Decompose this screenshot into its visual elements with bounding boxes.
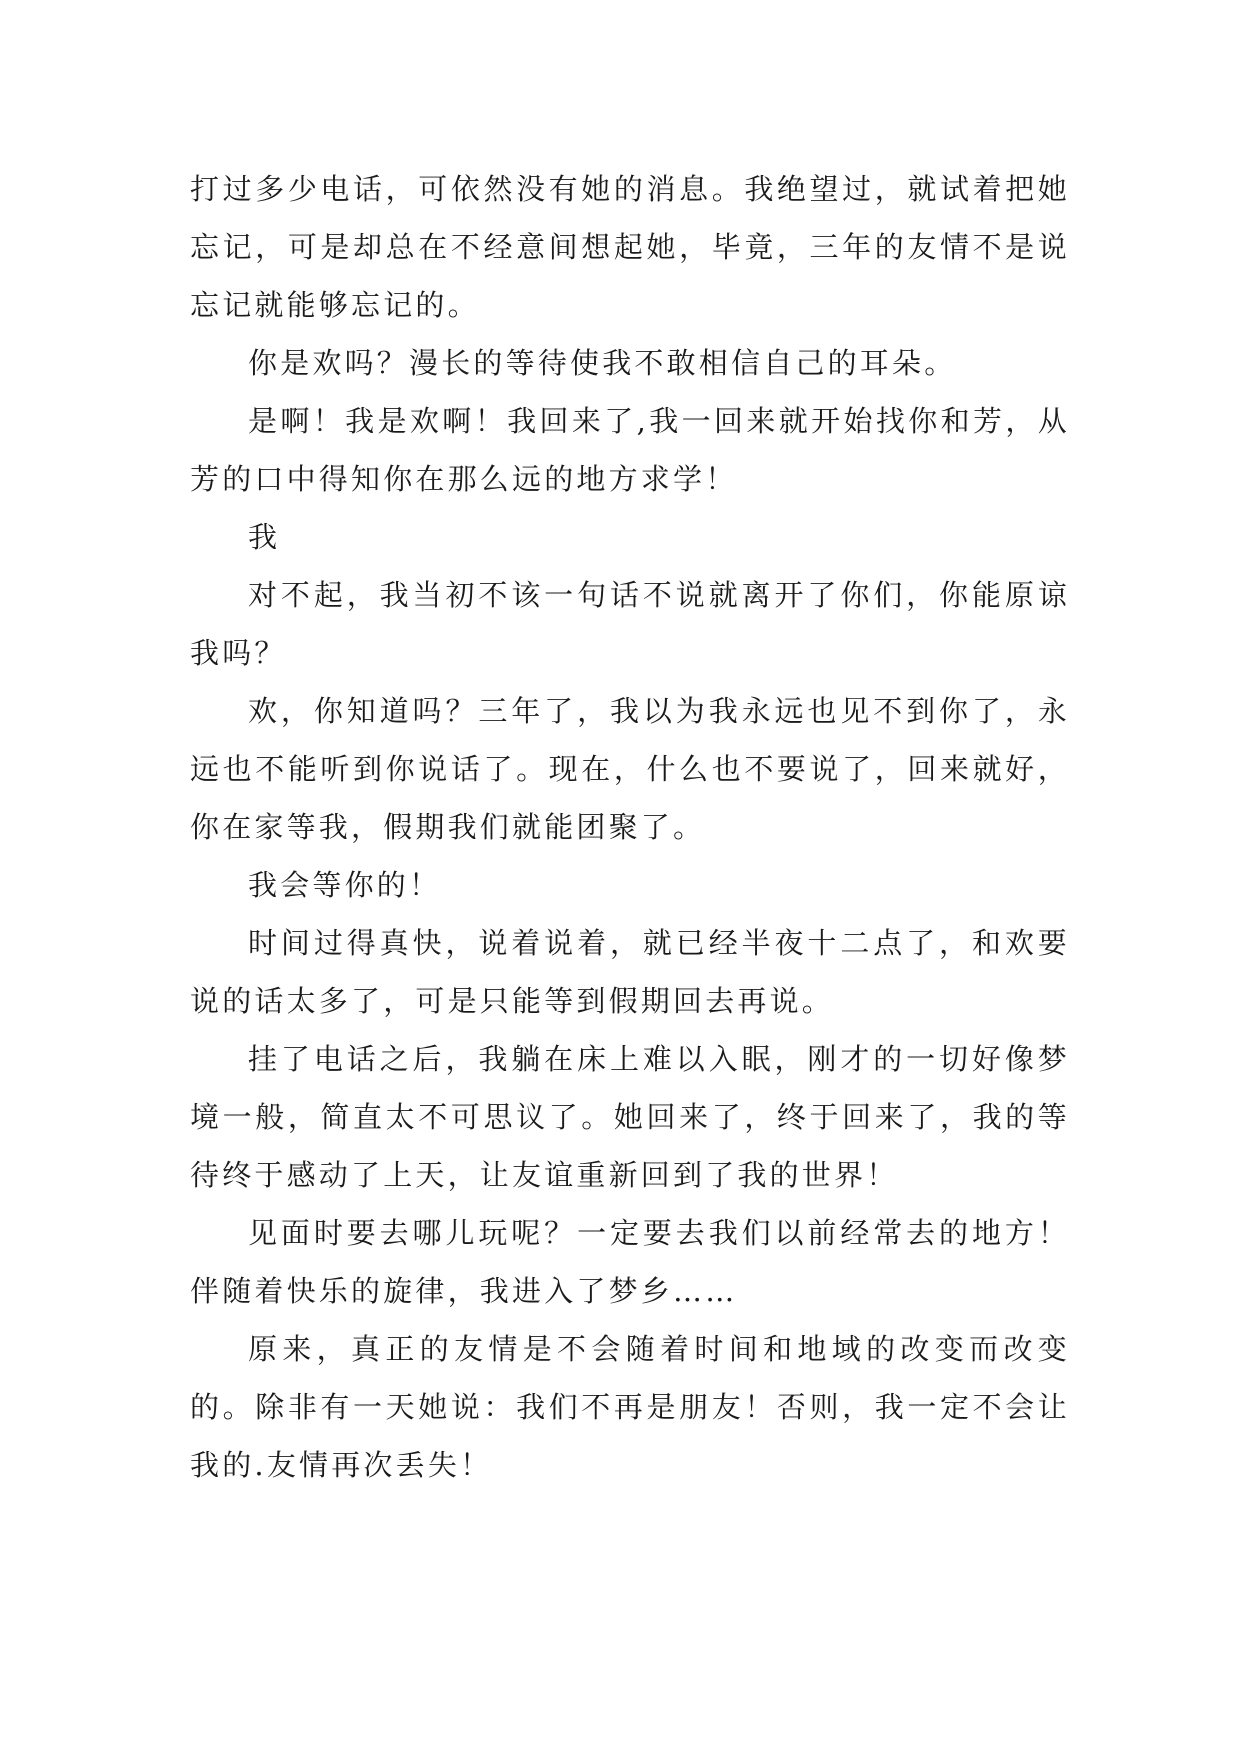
paragraph-dialogue: 我 <box>248 520 281 554</box>
paragraph-narrative: 见面时要去哪儿玩呢？一定要去我们以前经常去的地方！伴随着快乐的旋律，我进入了梦乡…… <box>190 1216 1070 1308</box>
paragraph-dialogue: 是啊！我是欢啊！我回来了,我一回来就开始找你和芳，从芳的口中得知你在那么远的地方求学！ <box>190 404 1070 496</box>
paragraph-narrative: 时间过得真快，说着说着，就已经半夜十二点了，和欢要说的话太多了，可是只能等到假期回去再说。 <box>190 926 1070 1018</box>
paragraph-conclusion: 原来，真正的友情是不会随着时间和地域的改变而改变的。除非有一天她说：我们不再是朋友！否则，我一定不会让我的.友情再次丢失！ <box>190 1332 1070 1482</box>
paragraph-continuation: 打过多少电话，可依然没有她的消息。我绝望过，就试着把她忘记，可是却总在不经意间想起她，毕竟，三年的友情不是说忘记就能够忘记的。 <box>190 172 1070 322</box>
paragraph-dialogue: 我会等你的！ <box>248 868 442 902</box>
paragraph-dialogue: 对不起，我当初不该一句话不说就离开了你们，你能原谅我吗？ <box>190 578 1070 670</box>
paragraph-narrative: 挂了电话之后，我躺在床上难以入眠，刚才的一切好像梦境一般，简直太不可思议了。她回来了，终于回来了，我的等待终于感动了上天，让友谊重新回到了我的世界！ <box>190 1042 1070 1192</box>
document-body <box>190 160 1070 1494</box>
paragraph-dialogue: 欢，你知道吗？三年了，我以为我永远也见不到你了，永远也不能听到你说话了。现在，什么也不要说了，回来就好，你在家等我，假期我们就能团聚了。 <box>190 694 1070 844</box>
paragraph-dialogue: 你是欢吗？漫长的等待使我不敢相信自己的耳朵。 <box>248 346 957 380</box>
